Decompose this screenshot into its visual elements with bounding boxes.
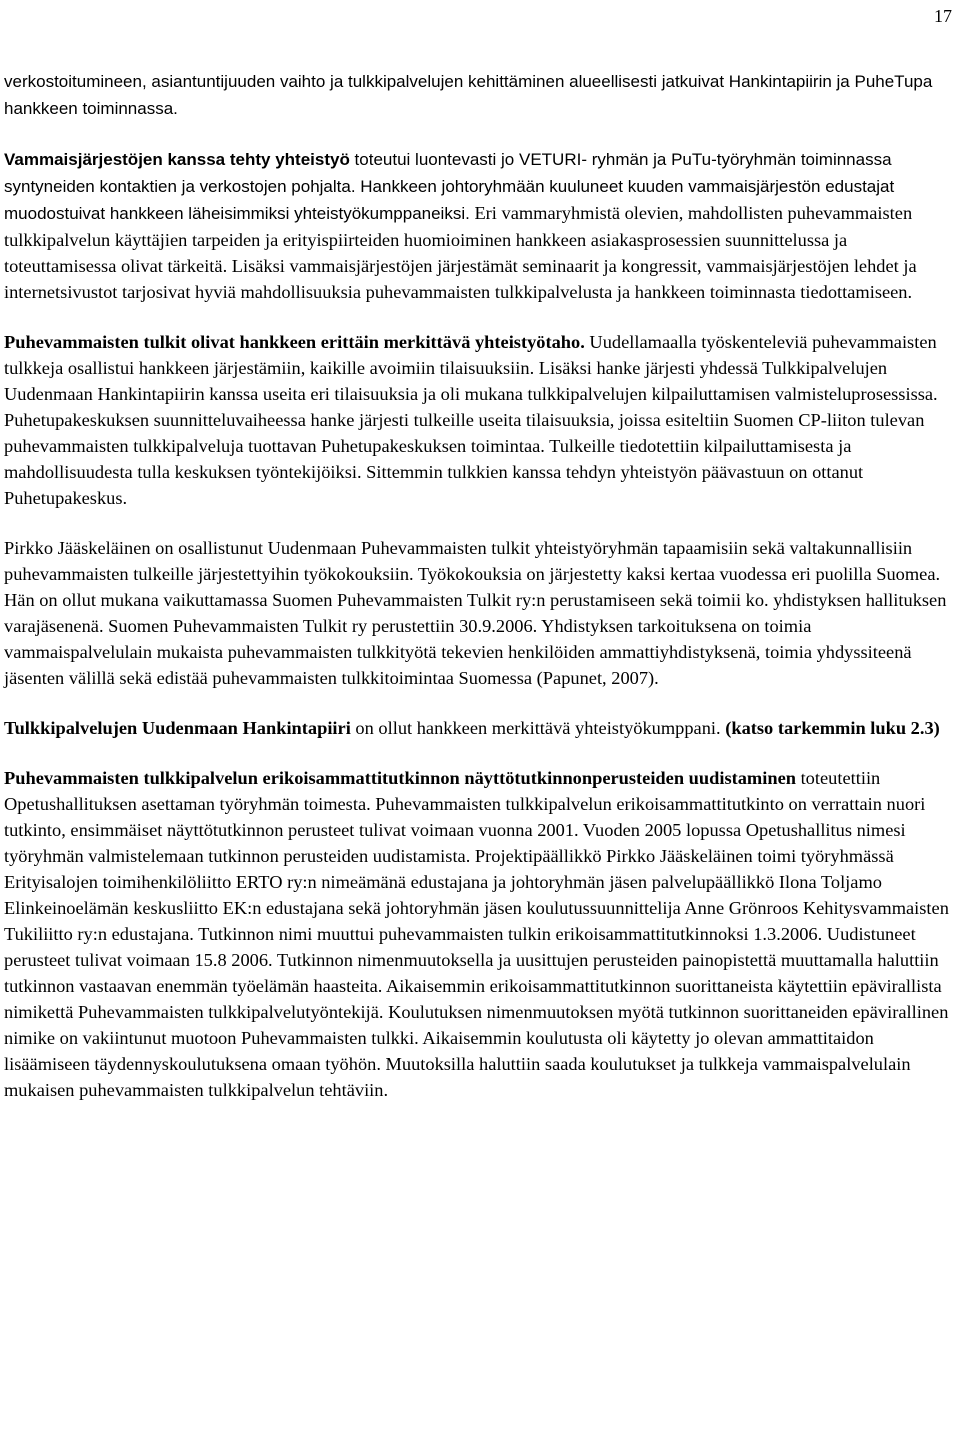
paragraph-heading: Puhevammaisten tulkit olivat hankkeen erittäin merkittävä yhteistyötaho. — [4, 332, 585, 352]
chapter-reference: (katso tarkemmin luku 2.3) — [725, 718, 940, 738]
paragraph-disability-organizations — [4, 146, 956, 305]
paragraph-interpreters — [4, 329, 956, 511]
page-number: 17 — [934, 6, 952, 26]
paragraph-text: toteutettiin Opetushallituksen asettaman työryhmän toimesta. Puhevammaisten tulkkipalvelun erikoisammattitutkinto on verrattain nuori tutkinto, ensimmäiset näyttötutkinnon perusteet tulivat voimaan vuonna 2001. Vuoden 2005 lopussa Opetushallitus nimesi työryhmän valmistelemaan tutkinnon perusteiden uudistamista. Projektipäällikkö Pirkko Jääskeläinen toimi työryhmässä Erityisalojen toimihenkilöliitto ERTO ry:n nimeämänä edustajana ja johtoryhmän jäsen palvelupäällikkö Ilona Toljamo Elinkeinoelämän keskusliitto EK:n edustajana sekä johtoryhmän jäsen koulutussuunnittelija Anne Grönroos Kehitysvammaisten Tukiliitto ry:n edustajana. Tutkinnon nimi muuttui puhevammaisten tulkin erikoisammattitutkinnoksi 1.3.2006. Uudistuneet perusteet tulivat voimaan 15.8 2006. Tutkinnon nimenmuutoksella ja uusittujen perusteiden painopistettä muuttamalla haluttiin tutkinnon vastaavan enemmän työelämän haasteita. Aikaisemmin erikoisammattitutkinnon suorittaneista käytettiin epävirallista nimikettä Puhevammaisten tulkkipalvelutyöntekijä. Koulutuksen nimenmuutoksen myötä tutkinnon suorittaneiden epävirallinen nimike on vakiintunut muotoon Puhevammaisten tulkki. Aikaisemmin koulutusta oli käytetty jo olevan ammattitaidon lisäämiseen täydennyskoulutuksena omaan työhön. Muutoksilla haluttiin saada koulutukset ja tulkkeja vammaispalvelulain mukaisen puhevammaisten tulkkipalvelun tehtäviin. — [4, 768, 949, 1100]
paragraph-heading: Tulkkipalvelujen Uudenmaan Hankintapiiri — [4, 718, 351, 738]
paragraph-text: toteutui luontevasti jo VETURI- ryhmän ja PuTu-työryhmän toiminnassa syntyneiden kontaktien ja verkostojen pohjalta. Hankkeen johtoryhmään kuuluneet kuuden vammaisjärjestön edustajat muodostuivat hankkeen läheisimmiksi yhteistyökumppaneiksi. — [4, 150, 895, 223]
paragraph-text: Eri vammaryhmistä olevien, mahdollisten puhevammaisten tulkkipalvelun käyttäjien tarpeiden ja erityispiirteiden huomioiminen hankkeen asiakasprosessien suunnittelussa ja toteuttamisessa olivat tärkeitä. Lisäksi vammaisjärjestöjen järjestämät seminaarit ja kongressit, vammaisjärjestöjen lehdet ja internetsivustot tarjosivat hyviä mahdollisuuksia puhevammaisten tulkkipalvelusta ja hankkeen toiminnasta tiedottamiseen. — [4, 203, 917, 302]
paragraph-heading: Puhevammaisten tulkkipalvelun erikoisammattitutkinnon näyttötutkinnonperusteiden uudistaminen — [4, 768, 796, 788]
paragraph-text: Uudellamaalla työskenteleviä puhevammaisten tulkkeja osallistui hankkeen järjestämiin, kaikille avoimiin tilaisuuksiin. Lisäksi hanke järjesti yhdessä Tulkkipalvelujen Uudenmaan Hankintapiirin kanssa useita eri tilaisuuksia ja oli mukana tulkkipalvelujen kilpailuttamisen valmisteluprosessissa. Puhetupakeskuksen suunnitteluvaiheessa hanke järjesti tulkeille useita tilaisuuksia, joissa esiteltiin Suomen CP-liiton tulevan puhevammaisten tulkkipalveluja tuottavan Puhetupakeskuksen toimintaa. Tulkeille tiedotettiin kilpailuttamisesta ja mahdollisuudesta tulla keskuksen työntekijöiksi. Sittemmin tulkkien kanssa tehdyn yhteistyön päävastuun on ottanut Puhetupakeskus. — [4, 332, 938, 508]
paragraph-hankintapiiri — [4, 715, 956, 741]
paragraph-qualification-reform — [4, 765, 956, 1103]
paragraph-pirkko — [4, 535, 956, 691]
paragraph-heading: Vammaisjärjestöjen kanssa tehty yhteistyö — [4, 150, 350, 169]
document-body — [4, 68, 956, 1127]
paragraph-networking — [4, 68, 956, 122]
paragraph-text: verkostoitumineen, asiantuntijuuden vaihto ja tulkkipalvelujen kehittäminen alueellisesti jatkuivat Hankintapiirin ja PuheTupa hankkeen toiminnassa. — [4, 72, 933, 118]
paragraph-text: on ollut hankkeen merkittävä yhteistyökumppani. — [350, 718, 726, 738]
paragraph-text: Pirkko Jääskeläinen on osallistunut Uudenmaan Puhevammaisten tulkit yhteistyöryhmän tapaamisiin sekä valtakunnallisiin puhevammaisten tulkeille järjestettyihin työkokouksiin. Työkokouksia on järjestetty kaksi kertaa vuodessa eri puolilla Suomea. Hän on ollut mukana vaikuttamassa Suomen Puhevammaisten Tulkit ry:n perustamiseen sekä toimii ko. yhdistyksen hallituksen varajäsenenä. Suomen Puhevammaisten Tulkit ry perustettiin 30.9.2006. Yhdistyksen tarkoituksena on toimia vammaispalvelulain mukaista puhevammaisten tulkkityötä tekevien henkilöiden ammattiyhdistyksenä, toimia yhdyssiteenä jäsenten välillä sekä edistää puhevammaisten tulkkitoimintaa Suomessa (Papunet, 2007). — [4, 538, 947, 688]
